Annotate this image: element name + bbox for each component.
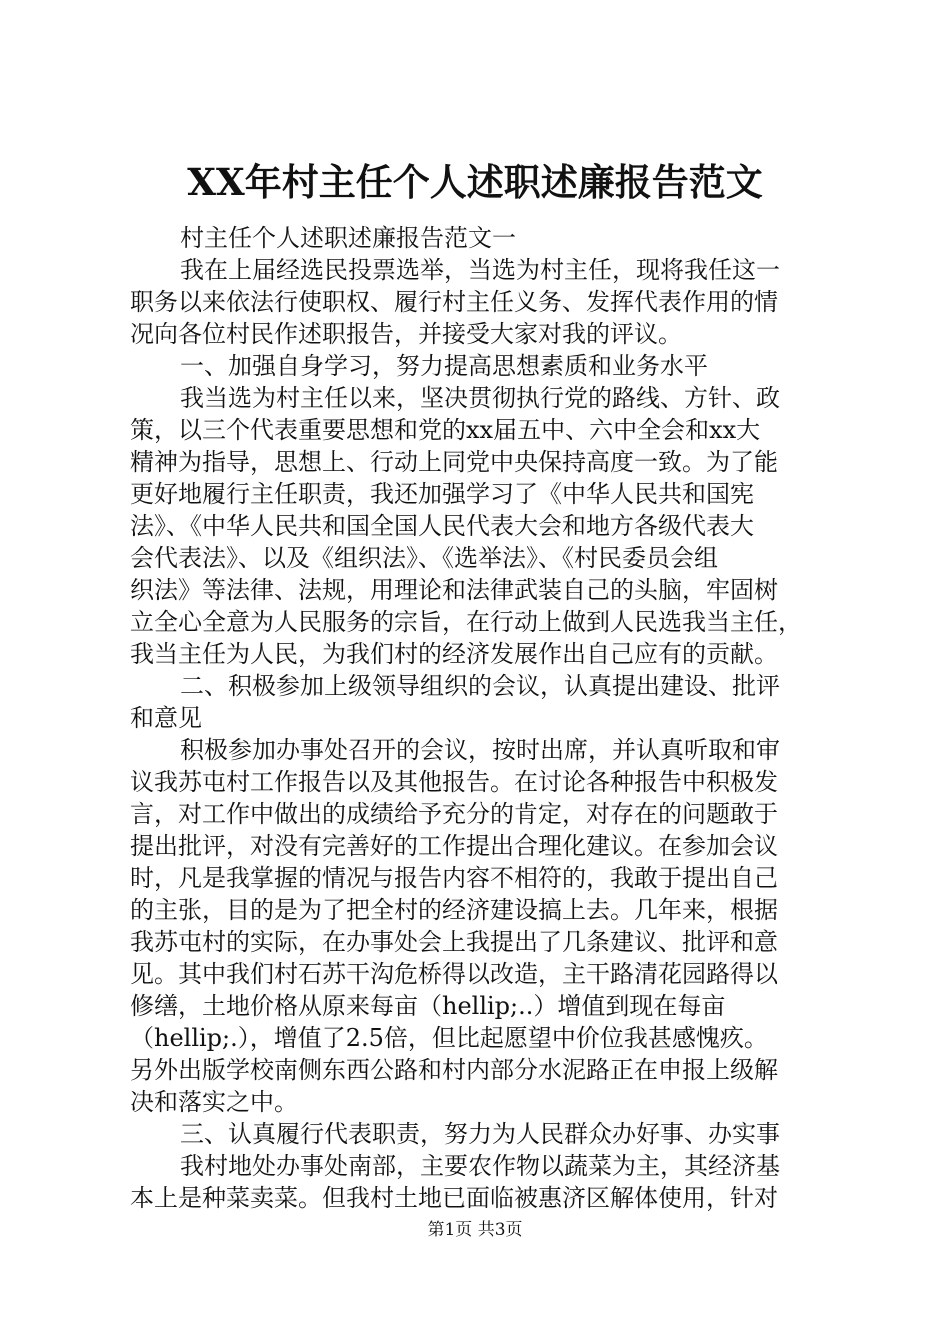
- document-body: [130, 222, 830, 1214]
- text-line: （hellip;.），增值了2.5倍，但比起愿望中价位我甚感愧疚。: [130, 1024, 768, 1052]
- text-line: 另外出版学校南侧东西公路和村内部分水泥路正在申报上级解: [130, 1056, 778, 1084]
- section-heading: 三、认真履行代表职责，努力为人民群众办好事、办实事: [180, 1120, 780, 1148]
- text-line: 我苏屯村的实际，在办事处会上我提出了几条建议、批评和意: [130, 928, 778, 956]
- text-line: 本上是种菜卖菜。但我村土地已面临被惠济区解体使用，针对: [130, 1184, 778, 1212]
- text-line: 的主张，目的是为了把全村的经济建设搞上去。几年来，根据: [130, 896, 778, 924]
- text-line: 提出批评，对没有完善好的工作提出合理化建议。在参加会议: [130, 832, 778, 860]
- text-line: 决和落实之中。: [130, 1088, 298, 1116]
- text-line: 我在上届经选民投票选举，当选为村主任，现将我任这一: [180, 256, 780, 284]
- text-line: 况向各位村民作述职报告，并接受大家对我的评议。: [130, 320, 682, 348]
- page-footer: 第1页 共3页: [427, 1220, 523, 1240]
- section-heading: 一、加强自身学习，努力提高思想素质和业务水平: [180, 352, 708, 380]
- text-line: 我村地处办事处南部，主要农作物以蔬菜为主，其经济基: [180, 1152, 780, 1180]
- text-line: 村主任个人述职述廉报告范文一: [180, 224, 516, 252]
- text-line: 积极参加办事处召开的会议，按时出席，并认真听取和审: [180, 736, 780, 764]
- text-line: 言，对工作中做出的成绩给予充分的肯定，对存在的问题敢于: [130, 800, 778, 828]
- text-line: 会代表法》、以及《组织法》、《选举法》、《村民委员会组: [130, 544, 718, 572]
- text-line: 议我苏屯村工作报告以及其他报告。在讨论各种报告中积极发: [130, 768, 778, 796]
- text-line: 织法》等法律、法规，用理论和法律武装自己的头脑，牢固树: [130, 576, 778, 604]
- text-line: 我当选为村主任以来，坚决贯彻执行党的路线、方针、政: [180, 384, 780, 412]
- text-line: 立全心全意为人民服务的宗旨，在行动上做到人民选我当主任，: [130, 608, 802, 636]
- document-title: XX年村主任个人述职述廉报告范文: [187, 160, 763, 204]
- text-line: 修缮，土地价格从原来每亩（hellip;..）增值到现在每亩: [130, 992, 726, 1020]
- text-line: 见。其中我们村石苏干沟危桥得以改造，主干路清花园路得以: [130, 960, 778, 988]
- text-line: 法》、《中华人民共和国全国人民代表大会和地方各级代表大: [130, 512, 754, 540]
- text-line: 精神为指导，思想上、行动上同党中央保持高度一致。为了能: [130, 448, 778, 476]
- text-line: 策，以三个代表重要思想和党的xx届五中、六中全会和xx大: [130, 416, 761, 444]
- text-line: 我当主任为人民，为我们村的经济发展作出自己应有的贡献。: [130, 640, 778, 668]
- text-line: 更好地履行主任职责，我还加强学习了《中华人民共和国宪: [130, 480, 754, 508]
- section-heading-continued: 和意见: [130, 704, 202, 732]
- section-heading: 二、积极参加上级领导组织的会议，认真提出建设、批评: [180, 672, 780, 700]
- text-line: 职务以来依法行使职权、履行村主任义务、发挥代表作用的情: [130, 288, 778, 316]
- text-line: 时，凡是我掌握的情况与报告内容不相符的，我敢于提出自己: [130, 864, 778, 892]
